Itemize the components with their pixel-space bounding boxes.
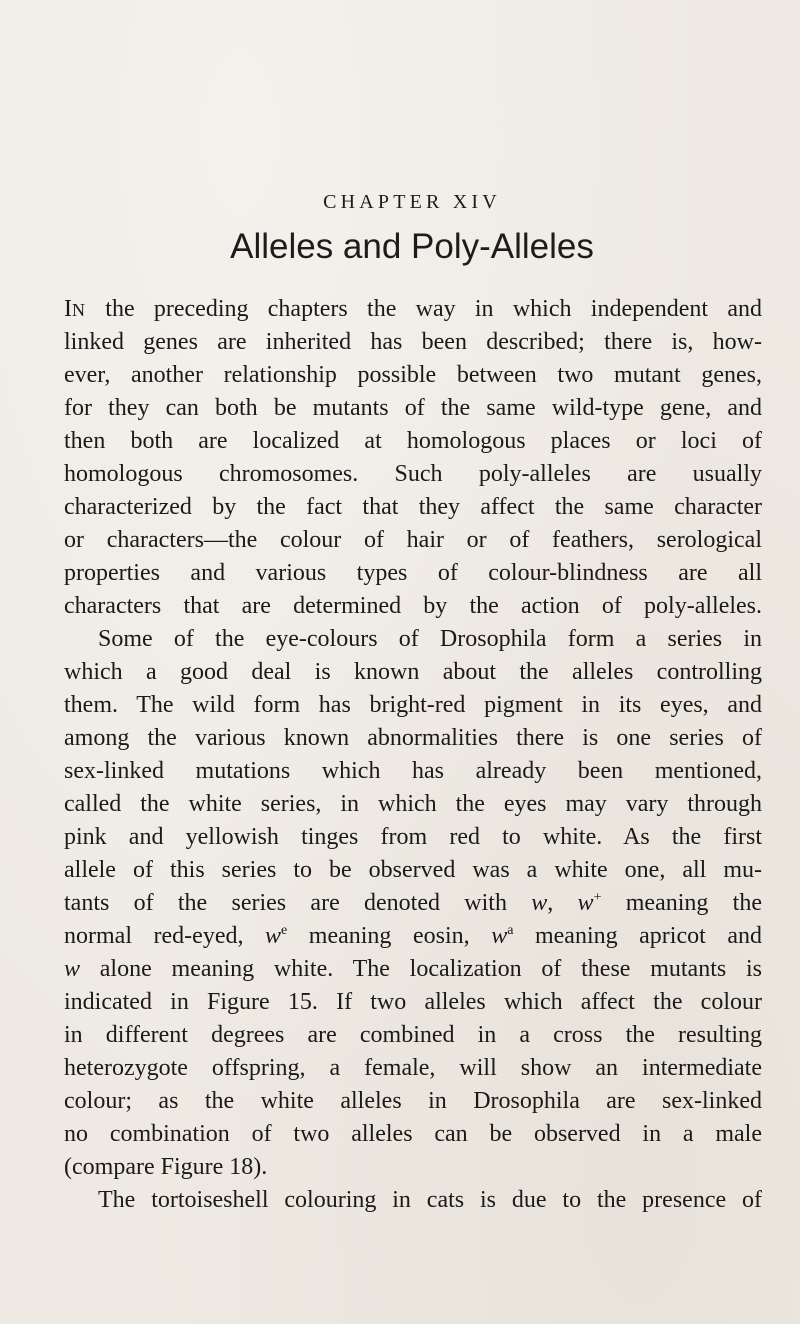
superscript: + bbox=[593, 890, 602, 905]
text-span: meaning apricot and bbox=[513, 923, 762, 949]
text-line: in different degrees are combined in a cross the resulting bbox=[64, 1022, 762, 1048]
drop-initial: I bbox=[64, 296, 72, 322]
text-span: tants of the series are denoted with bbox=[64, 890, 532, 916]
text-line: or characters—the colour of hair or of feathers, serological bbox=[64, 527, 762, 553]
text-span: meaning eosin, bbox=[287, 923, 492, 949]
text-line: indicated in Figure 15. If two alleles which affect the colour bbox=[64, 989, 762, 1015]
text-line: which a good deal is known about the alleles controlling bbox=[64, 659, 762, 685]
text-line: no combination of two alleles can be observed in a male bbox=[64, 1121, 762, 1147]
text-line: for they can both be mutants of the same wild-type gene, and bbox=[64, 395, 762, 421]
italic-symbol: w bbox=[531, 890, 548, 916]
text-span: the preceding chapters the way in which independent and bbox=[86, 296, 762, 322]
text-line: homologous chromosomes. Such poly-alleles are usually bbox=[64, 461, 762, 487]
text-span: alone meaning white. The localization of these mutants is bbox=[80, 956, 762, 982]
chapter-number: CHAPTER XIV bbox=[323, 191, 501, 213]
text-line: properties and various types of colour-blindness are all bbox=[64, 560, 762, 586]
text-line bbox=[64, 292, 762, 326]
italic-symbol: w bbox=[265, 923, 282, 949]
text-line: allele of this series to be observed was a white one, all mu- bbox=[64, 857, 762, 883]
text-line: heterozygote offspring, a female, will show an intermediate bbox=[64, 1055, 762, 1081]
text-span: meaning the bbox=[601, 890, 763, 916]
text-line bbox=[64, 919, 762, 953]
text-line: then both are localized at homologous places or loci of bbox=[64, 428, 762, 454]
italic-symbol: w bbox=[64, 956, 81, 982]
superscript: a bbox=[507, 923, 514, 938]
text-line: them. The wild form has bright-red pigment in its eyes, and bbox=[64, 692, 762, 718]
italic-symbol: w bbox=[577, 890, 594, 916]
text-line: among the various known abnormalities there is one series of bbox=[64, 725, 762, 751]
text-line: called the white series, in which the eyes may vary through bbox=[64, 791, 762, 817]
chapter-title: Alleles and Poly-Alleles bbox=[230, 227, 594, 266]
text-line: pink and yellowish tinges from red to white. As the first bbox=[64, 824, 762, 850]
text-line bbox=[64, 886, 762, 920]
text-line: colour; as the white alleles in Drosophila are sex-linked bbox=[64, 1088, 762, 1114]
text-line bbox=[64, 952, 762, 986]
text-line: linked genes are inherited has been described; there is, how- bbox=[64, 329, 762, 355]
italic-symbol: w bbox=[491, 923, 508, 949]
text-line: (compare Figure 18). bbox=[64, 1154, 268, 1180]
text-line: characters that are determined by the action of poly-alleles. bbox=[64, 593, 762, 619]
text-line: The tortoiseshell colouring in cats is due to the presence of bbox=[98, 1187, 762, 1213]
text-span: normal red-eyed, bbox=[64, 923, 266, 949]
superscript: e bbox=[281, 923, 288, 938]
small-caps-text: N bbox=[72, 300, 86, 320]
text-line: characterized by the fact that they affect the same character bbox=[64, 494, 762, 520]
text-line: sex-linked mutations which has already been mentioned, bbox=[64, 758, 762, 784]
text-line: Some of the eye-colours of Drosophila form a series in bbox=[98, 626, 762, 652]
text-line: ever, another relationship possible between two mutant genes, bbox=[64, 362, 762, 388]
text-span: , bbox=[547, 890, 578, 916]
